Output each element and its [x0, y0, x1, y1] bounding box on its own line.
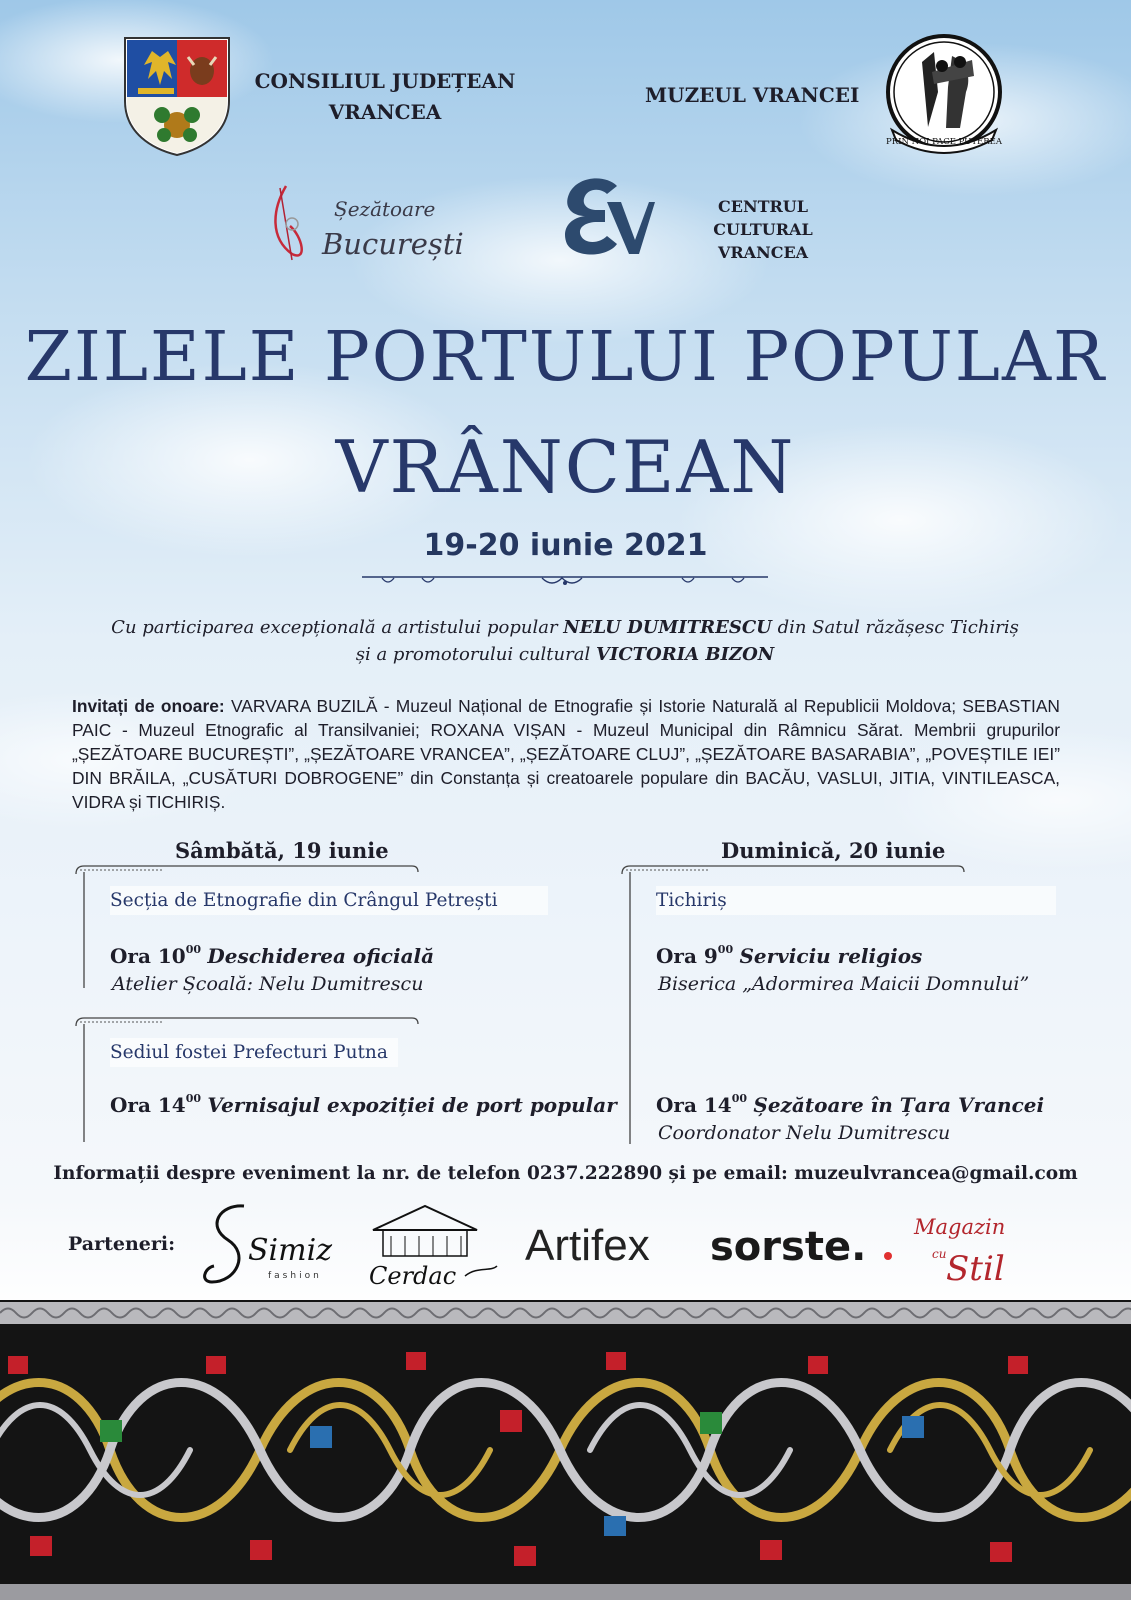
svg-text:Stil: Stil	[946, 1249, 1005, 1289]
embroidery-band-photo	[0, 1300, 1131, 1600]
sunday-event-1-detail: Biserica „Adormirea Maicii Domnului”	[658, 973, 1030, 995]
svg-text:sorste.: sorste.	[710, 1224, 867, 1270]
svg-text:Simiz: Simiz	[248, 1233, 332, 1268]
saturday-frame-bottom	[74, 1012, 424, 1144]
saturday-event-1-detail: Atelier Școală: Nelu Dumitrescu	[112, 973, 424, 995]
intro-text: Cu participarea excepțională a artistului popular NELU DUMITRESCU din Satul răzășesc Tichiriș și a promotorului cultural VICTORIA BIZON	[111, 617, 1019, 665]
event-date: 19-20 iunie 2021	[423, 528, 708, 563]
sunday-event-2: Ora $14^{00}$ Șezătoare în Țara Vrancei	[656, 1092, 1045, 1117]
partners-label: Parteneri:	[68, 1233, 176, 1255]
sunday-event-2-detail: Coordonator Nelu Dumitrescu	[658, 1122, 951, 1144]
partner-logo-artifex	[523, 1218, 683, 1278]
honorary-guests-text: Invitați de onoare: VARVARA BUZILĂ - Muzeul Național de Etnografie și Istorie Naturală al Republicii Moldova; SEBASTIAN PAIC - Muzeul Etnografic al Transilvaniei; ROXANA VIȘAN - Muzeul Municipal din Râmnicu Sărat. Membrii grupurilor „ȘEZĂTOARE BUCUREȘTI”, „ȘEZĂTOARE VRANCEA”, „ȘEZĂTOARE CLUJ”, „ȘEZĂTOARE BASARABIA”, „POVEȘTILE IEI” DIN BRĂILA, „CUSĂTURI DOBROGENE” din Constanța și creatoarele populare din BACĂU, VASLUI, JITIA, VINTILEASCA, VIDRA și TICHIRIȘ.	[72, 696, 1060, 812]
svg-text:Magazin: Magazin	[914, 1215, 1006, 1239]
sunday-event-1: Ora $9^{00}$ Serviciu religios	[656, 943, 923, 968]
sunday-location-1: Tichiriș	[656, 886, 1056, 915]
sunday-title: Duminică, 20 iunie	[721, 838, 946, 863]
centrul-cultural-vrancea-logo	[555, 170, 655, 258]
embroidery-pattern	[0, 1300, 1131, 1600]
ornamental-divider	[362, 574, 768, 588]
svg-text:Șezătoare: Șezătoare	[334, 197, 436, 221]
saturday-location-1: Secția de Etnografie din Crângul Petrești	[110, 886, 548, 915]
event-title-line2: VRÂNCEAN	[335, 425, 796, 509]
svg-text:Cerdac: Cerdac	[369, 1262, 457, 1290]
sezatoare-bucuresti-logo	[262, 180, 482, 266]
svg-text:cu: cu	[932, 1247, 947, 1261]
vrancea-coat-of-arms	[122, 35, 232, 157]
event-title-line1: ZILELE PORTULUI POPULAR	[24, 318, 1107, 397]
centrul-cultural-vrancea-title: CENTRUL CULTURAL VRANCEA	[713, 197, 813, 262]
saturday-location-2: Sediul fostei Prefecturi Putna	[110, 1038, 398, 1067]
saturday-event-1: Ora $10^{00}$ Deschiderea oficială	[110, 943, 435, 968]
partner-logo-cerdac	[365, 1200, 505, 1292]
svg-text:București: București	[322, 227, 464, 261]
saturday-title: Sâmbătă, 19 iunie	[175, 838, 389, 863]
muzeul-vrancei-seal	[882, 32, 1006, 156]
muzeul-vrancei-title: MUZEUL VRANCEI	[645, 83, 860, 107]
consiliu-judetean-title: CONSILIUL JUDEȚEAN VRANCEA	[254, 69, 516, 124]
svg-text:PRIN NOI PACE PUTEREA: PRIN NOI PACE PUTEREA	[886, 137, 1002, 147]
partner-logo-sorste	[708, 1220, 898, 1280]
contact-info: Informații despre eveniment la nr. de telefon 0237.222890 și pe email: muzeulvrancea@gmail.com	[53, 1163, 1078, 1184]
partner-logo-simiz	[200, 1200, 335, 1292]
partner-logo-magazin-cu-stil	[910, 1210, 1040, 1290]
svg-text:fashion: fashion	[268, 1271, 322, 1281]
saturday-frame-top	[74, 860, 424, 990]
saturday-event-2: Ora $14^{00}$ Vernisajul expoziției de port popular	[110, 1092, 617, 1117]
svg-text:Artifex: Artifex	[525, 1221, 650, 1270]
